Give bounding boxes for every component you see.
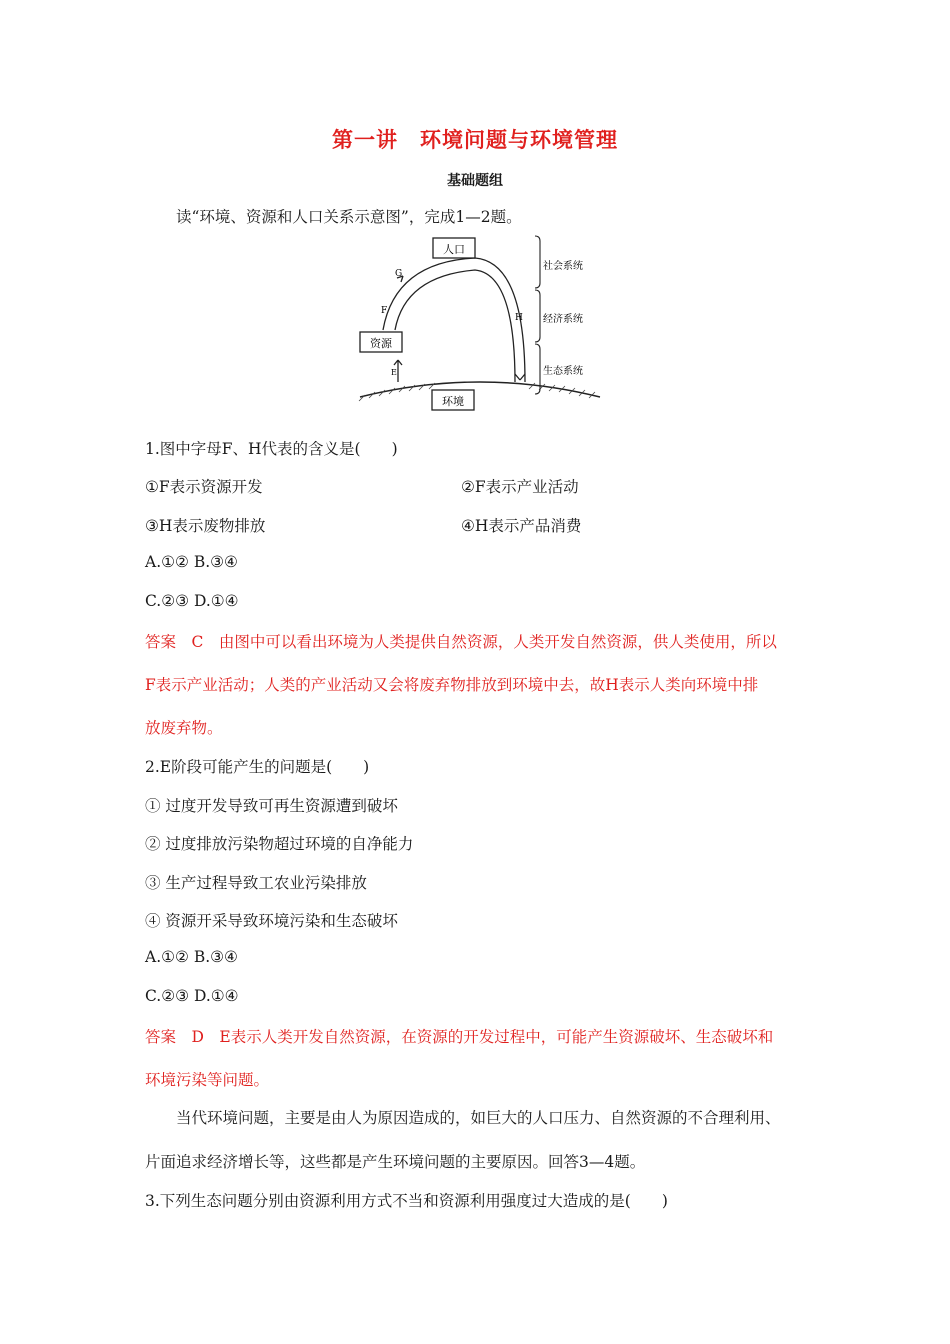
arc-outer <box>383 258 525 382</box>
environment-label: 环境 <box>442 395 464 408</box>
q2-choices-cd: C.②③ D.①④ <box>145 987 239 1005</box>
q2-choices-ab: A.①② B.③④ <box>145 948 238 966</box>
intro-text-2-line-1: 当代环境问题，主要是由人为原因造成的，如巨大的人口压力、自然资源的不合理利用、 <box>176 1109 781 1127</box>
q2-option-2: ② 过度排放污染物超过环境的自净能力 <box>145 835 414 853</box>
q2-answer-line-1: 答案 D E表示人类开发自然资源，在资源的开发过程中，可能产生资源破坏、生态破坏和 <box>145 1028 774 1046</box>
system-brackets <box>535 236 540 394</box>
q2-option-4: ④ 资源开采导致环境污染和生态破坏 <box>145 912 398 930</box>
q1-answer-line-2: F表示产业活动；人类的产业活动又会将废弃物排放到环境中去，故H表示人类向环境中排 <box>145 676 759 694</box>
environment-resource-population-diagram <box>355 232 605 412</box>
population-label: 人口 <box>443 243 465 256</box>
q1-option-4: ④H表示产品消费 <box>461 517 582 535</box>
system-label-social: 社会系统 <box>543 261 583 272</box>
q1-option-1: ①F表示资源开发 <box>145 478 263 496</box>
q1-option-2: ②F表示产业活动 <box>461 478 579 496</box>
letter-f: F <box>381 306 388 316</box>
page-title: 第一讲 环境问题与环境管理 <box>332 127 618 152</box>
letter-g: G <box>395 269 403 279</box>
letter-e: E <box>391 368 397 377</box>
intro-text-1: 读“环境、资源和人口关系示意图”，完成1—2题。 <box>176 208 522 226</box>
q1-choices-cd: C.②③ D.①④ <box>145 592 239 610</box>
q1-option-3: ③H表示废物排放 <box>145 517 266 535</box>
q2-answer-line-2: 环境污染等问题。 <box>145 1071 270 1089</box>
arc-right-arrowhead <box>515 374 525 380</box>
q2-option-1: ① 过度开发导致可再生资源遭到破坏 <box>145 797 398 815</box>
system-label-economic: 经济系统 <box>543 314 583 325</box>
letter-h: H <box>515 313 523 323</box>
resources-label: 资源 <box>370 337 392 350</box>
q2-option-3: ③ 生产过程导致工农业污染排放 <box>145 874 367 892</box>
q1-stem: 1.图中字母F、H代表的含义是( ) <box>145 440 398 458</box>
ground-arc <box>360 382 600 397</box>
q3-stem: 3.下列生态问题分别由资源利用方式不当和资源利用强度过大造成的是( ) <box>145 1192 668 1210</box>
intro-text-2-line-2: 片面追求经济增长等，这些都是产生环境问题的主要原因。回答3—4题。 <box>145 1153 646 1171</box>
q1-choices-ab: A.①② B.③④ <box>145 553 238 571</box>
ground-hatching <box>359 383 595 401</box>
q1-options-row-2 <box>145 514 582 536</box>
q1-answer-line-1: 答案 C 由图中可以看出环境为人类提供自然资源，人类开发自然资源，供人类使用，所以 <box>145 633 777 651</box>
q2-stem: 2.E阶段可能产生的问题是( ) <box>145 758 370 776</box>
q1-answer-line-3: 放废弃物。 <box>145 719 223 737</box>
q1-options-row-1 <box>145 475 579 497</box>
section-subtitle: 基础题组 <box>447 173 503 189</box>
system-label-ecological: 生态系统 <box>543 366 583 377</box>
arc-inner <box>395 270 515 382</box>
